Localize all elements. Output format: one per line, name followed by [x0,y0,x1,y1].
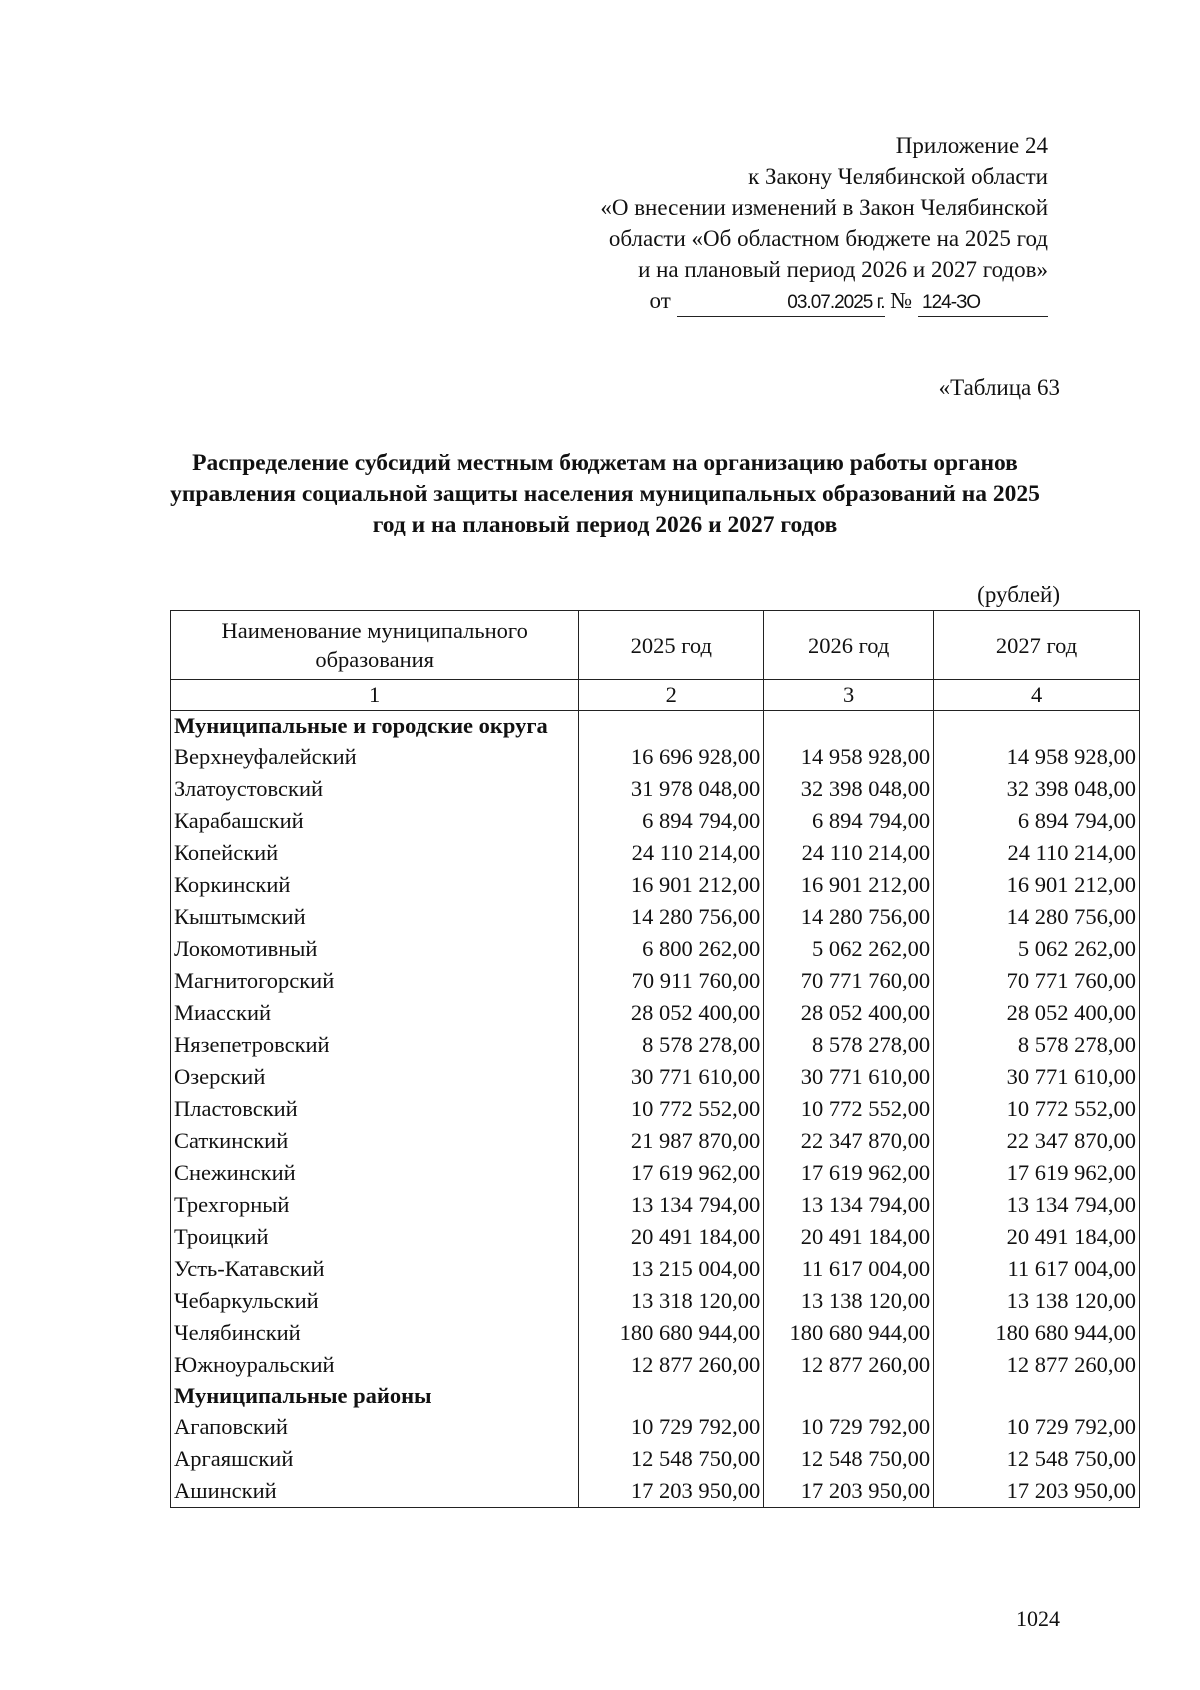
value-2025: 180 680 944,00 [579,1317,764,1349]
column-number: 3 [764,680,934,711]
municipality-name: Озерский [171,1061,579,1093]
number-label: № [890,288,913,313]
value-2025: 31 978 048,00 [579,773,764,805]
table-row [171,1061,1140,1093]
value-2027: 5 062 262,00 [934,933,1140,965]
value-2027: 13 138 120,00 [934,1285,1140,1317]
value-2025: 12 877 260,00 [579,1349,764,1381]
value-2026: 30 771 610,00 [764,1061,934,1093]
value-2027: 14 958 928,00 [934,741,1140,773]
value-2026: 13 134 794,00 [764,1189,934,1221]
value-2026: 5 062 262,00 [764,933,934,965]
header-2026: 2026 год [764,611,934,680]
law-date-number [600,285,1048,317]
law-date-value: 03.07.2025 г. [787,292,885,313]
value-2027: 6 894 794,00 [934,805,1140,837]
table-label: «Таблица 63 [938,375,1060,400]
table-row [171,1093,1140,1125]
value-2026: 10 729 792,00 [764,1411,934,1443]
value-2026: 22 347 870,00 [764,1125,934,1157]
value-2027: 16 901 212,00 [934,869,1140,901]
value-2025: 13 215 004,00 [579,1253,764,1285]
municipality-name: Трехгорный [171,1189,579,1221]
column-number: 1 [171,680,579,711]
municipality-name: Чебаркульский [171,1285,579,1317]
table-row [171,1349,1140,1381]
annex-line: «О внесении изменений в Закон Челябинской [600,195,1048,220]
table-row [171,965,1140,997]
value-2025: 13 134 794,00 [579,1189,764,1221]
value-2025: 24 110 214,00 [579,837,764,869]
municipality-name: Коркинский [171,869,579,901]
municipality-name: Локомотивный [171,933,579,965]
annex-line: Приложение 24 [895,133,1048,158]
header-2025: 2025 год [579,611,764,680]
municipality-name: Южноуральский [171,1349,579,1381]
empty-cell [764,711,934,742]
municipality-name: Златоустовский [171,773,579,805]
value-2026: 13 138 120,00 [764,1285,934,1317]
municipality-name: Кыштымский [171,901,579,933]
subsidy-table [170,610,1140,1508]
value-2026: 14 280 756,00 [764,901,934,933]
annex-line: к Закону Челябинской области [748,164,1048,189]
value-2027: 10 772 552,00 [934,1093,1140,1125]
empty-cell [934,1381,1140,1411]
table-row [171,1029,1140,1061]
annex-header [600,130,1048,317]
table-row [171,805,1140,837]
law-date [677,288,885,317]
value-2027: 12 877 260,00 [934,1349,1140,1381]
municipality-name: Аргаяшский [171,1443,579,1475]
section-title: Муниципальные районы [171,1381,579,1411]
value-2025: 21 987 870,00 [579,1125,764,1157]
value-2025: 14 280 756,00 [579,901,764,933]
annex-line: и на плановый период 2026 и 2027 годов» [638,257,1048,282]
value-2026: 6 894 794,00 [764,805,934,837]
table-row [171,1189,1140,1221]
law-number [918,288,1048,317]
section-row [171,1381,1140,1411]
table-row [171,1475,1140,1508]
table-row [171,1317,1140,1349]
municipality-name: Троицкий [171,1221,579,1253]
value-2026: 180 680 944,00 [764,1317,934,1349]
value-2027: 70 771 760,00 [934,965,1140,997]
law-number-value: 124-ЗО [922,292,981,313]
value-2027: 22 347 870,00 [934,1125,1140,1157]
value-2026: 12 877 260,00 [764,1349,934,1381]
table-row [171,1285,1140,1317]
value-2027: 24 110 214,00 [934,837,1140,869]
value-2026: 20 491 184,00 [764,1221,934,1253]
from-label: от [649,288,671,313]
value-2026: 12 548 750,00 [764,1443,934,1475]
value-2026: 32 398 048,00 [764,773,934,805]
table-row [171,741,1140,773]
value-2027: 20 491 184,00 [934,1221,1140,1253]
table-row [171,933,1140,965]
section-title: Муниципальные и городские округа [171,711,579,742]
value-2027: 17 619 962,00 [934,1157,1140,1189]
value-2025: 10 772 552,00 [579,1093,764,1125]
column-number: 4 [934,680,1140,711]
value-2025: 17 203 950,00 [579,1475,764,1508]
value-2027: 11 617 004,00 [934,1253,1140,1285]
column-number-row [171,680,1140,711]
value-2026: 28 052 400,00 [764,997,934,1029]
table-row [171,1221,1140,1253]
municipality-name: Пластовский [171,1093,579,1125]
header-2027: 2027 год [934,611,1140,680]
table-row [171,773,1140,805]
municipality-name: Ашинский [171,1475,579,1508]
empty-cell [579,1381,764,1411]
value-2025: 20 491 184,00 [579,1221,764,1253]
municipality-name: Магнитогорский [171,965,579,997]
value-2025: 6 894 794,00 [579,805,764,837]
annex-line: области «Об областном бюджете на 2025 год [608,226,1048,251]
value-2027: 180 680 944,00 [934,1317,1140,1349]
municipality-name: Снежинский [171,1157,579,1189]
header-municipality: Наименование муниципального образования [171,611,579,680]
value-2025: 16 901 212,00 [579,869,764,901]
table-row [171,869,1140,901]
value-2027: 13 134 794,00 [934,1189,1140,1221]
municipality-name: Челябинский [171,1317,579,1349]
value-2026: 11 617 004,00 [764,1253,934,1285]
value-2026: 24 110 214,00 [764,837,934,869]
value-2025: 10 729 792,00 [579,1411,764,1443]
value-2025: 30 771 610,00 [579,1061,764,1093]
table-body [171,711,1140,1508]
table-row [171,997,1140,1029]
value-2026: 8 578 278,00 [764,1029,934,1061]
empty-cell [934,711,1140,742]
section-row [171,711,1140,742]
value-2025: 12 548 750,00 [579,1443,764,1475]
value-2027: 12 548 750,00 [934,1443,1140,1475]
table-header-row [171,611,1140,680]
municipality-name: Верхнеуфалейский [171,741,579,773]
value-2026: 14 958 928,00 [764,741,934,773]
value-2026: 70 771 760,00 [764,965,934,997]
value-2027: 14 280 756,00 [934,901,1140,933]
value-2025: 13 318 120,00 [579,1285,764,1317]
value-2027: 32 398 048,00 [934,773,1140,805]
value-2025: 8 578 278,00 [579,1029,764,1061]
value-2027: 8 578 278,00 [934,1029,1140,1061]
municipality-name: Нязепетровский [171,1029,579,1061]
value-2025: 16 696 928,00 [579,741,764,773]
municipality-name: Копейский [171,837,579,869]
value-2026: 16 901 212,00 [764,869,934,901]
municipality-name: Карабашский [171,805,579,837]
document-title: Распределение субсидий местным бюджетам на организацию работы органов управления социальной защиты населения муниципальных образований на 2025 год и на плановый период 2026 и 2027 годов [170,450,1040,538]
empty-cell [764,1381,934,1411]
table-row [171,837,1140,869]
unit-label: (рублей) [977,582,1060,607]
column-number: 2 [579,680,764,711]
table-row [171,1253,1140,1285]
page-number: 1024 [1016,1606,1060,1631]
value-2027: 30 771 610,00 [934,1061,1140,1093]
value-2026: 10 772 552,00 [764,1093,934,1125]
value-2027: 10 729 792,00 [934,1411,1140,1443]
municipality-name: Агаповский [171,1411,579,1443]
value-2025: 70 911 760,00 [579,965,764,997]
table-row [171,1443,1140,1475]
empty-cell [579,711,764,742]
value-2025: 28 052 400,00 [579,997,764,1029]
value-2026: 17 203 950,00 [764,1475,934,1508]
table-row [171,1411,1140,1443]
municipality-name: Усть-Катавский [171,1253,579,1285]
table-row [171,1125,1140,1157]
table-row [171,901,1140,933]
value-2027: 17 203 950,00 [934,1475,1140,1508]
municipality-name: Миасский [171,997,579,1029]
table-row [171,1157,1140,1189]
municipality-name: Саткинский [171,1125,579,1157]
value-2025: 17 619 962,00 [579,1157,764,1189]
value-2027: 28 052 400,00 [934,997,1140,1029]
value-2026: 17 619 962,00 [764,1157,934,1189]
value-2025: 6 800 262,00 [579,933,764,965]
